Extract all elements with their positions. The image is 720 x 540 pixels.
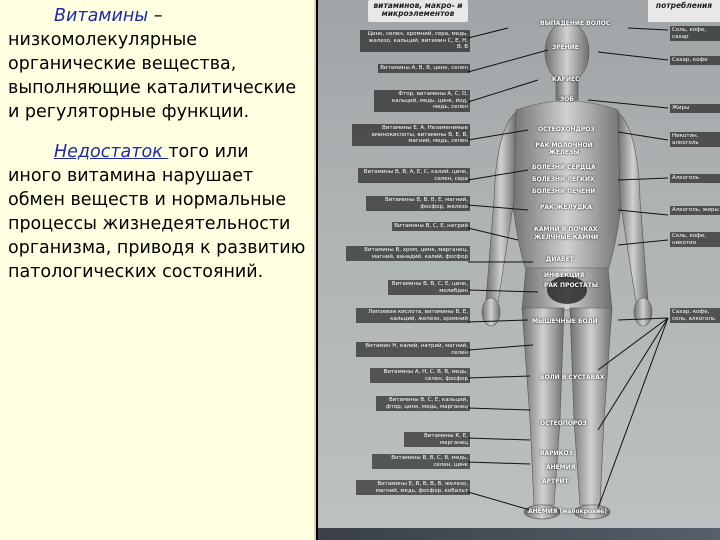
note-anemia: Витамины В, В, С, В, медь, селен, цинк xyxy=(372,454,470,469)
rnote-2: Жиры xyxy=(670,104,720,113)
tag-osteoporosis: ОСТЕОПОРОЗ xyxy=(540,420,587,427)
note-heart: Витамины В, В, А, Е, С, калий, цинк, селен, сера xyxy=(358,168,470,183)
rnote-0: Соль, кофе, сахар xyxy=(670,26,720,41)
note-muscle: Витамин Н, калий, натрий, магний, селен xyxy=(356,342,470,357)
note-caries: Фтор, витамины А, С, D, кальций, медь, цинк, йод, медь, селен xyxy=(374,90,470,112)
note-hair: Цинк, селен, хромний, сера, медь, железо, кальций, витамин С, Е, Н, В, В xyxy=(360,30,470,52)
deficiency-text: того или иного витамина нарушает обмен веществ и нормальные процессы жизнедеятельности организма, приводя к развитию патологических состояний. xyxy=(8,142,306,282)
body-diagram xyxy=(318,0,720,540)
tag-vision: ЗРЕНИЕ xyxy=(552,44,579,51)
note-stomach: Витамины В, С, Е, натрий xyxy=(392,222,470,231)
tag-heart: БОЛЕЗНИ СЕРДЦА xyxy=(532,164,596,171)
text-panel xyxy=(0,0,316,540)
note-prostate: Липоевая кислота, витамины В, Е, кальций, железо, хромний xyxy=(356,308,470,323)
definition-text: – низкомолекулярные органические вещества, выполняющие каталитические и регуляторные функции. xyxy=(8,6,297,122)
tag-joint-pain: БОЛИ В СУСТАВАХ xyxy=(540,374,605,381)
term-vitamins: Витамины xyxy=(54,6,149,26)
figure-header-left: витаминов, макро- и микроэлементов xyxy=(368,0,468,22)
tag-lungs: БОЛЕЗНИ ЛЕГКИХ xyxy=(532,176,595,183)
bottom-band xyxy=(318,528,720,540)
term-deficiency: Недостаток xyxy=(54,142,169,162)
tag-prostate-cancer: РАК ПРОСТАТЫ xyxy=(544,282,599,289)
note-varicose: Витамины К, Е, марганец xyxy=(404,432,470,447)
note-liver: Витамины В, В, В, Е, магний, фосфор, железо xyxy=(366,196,470,211)
paragraph-deficiency xyxy=(8,140,306,284)
note-osteoporosis: Витамины В, С, Е, кальций, фтор, цинк, медь, марганец xyxy=(376,396,470,411)
rnote-bottom: Сахар, кофе, соль, алкоголь xyxy=(670,308,720,323)
note-arthritis: Витамины Е, В, В, В, В, железо, магний, медь, фосфор, кобальт xyxy=(356,480,470,495)
paragraph-definition xyxy=(8,4,306,124)
tag-osteochondrosis: ОСТЕОХОНДРОЗ xyxy=(538,126,595,133)
rnote-3: Никотин, алкоголь xyxy=(670,132,720,147)
tag-gallstones: ЖЕЛЧНЫЕ КАМНИ xyxy=(534,234,599,241)
note-stones: Витамины В, хром, цинк, марганец, магний, ванадий, калий, фосфор xyxy=(346,246,470,261)
figure-header-right: потребления xyxy=(648,0,720,22)
tag-stomach-cancer: РАК ЖЕЛУДКА xyxy=(540,204,592,211)
tag-breast-cancer: РАК МОЛОЧНОЙ ЖЕЛЕЗЫ xyxy=(535,142,593,156)
note-osteochondrosis: Витамины Е, А, Незаменимые аминокислоты, витамины В, Е, В, магний, медь, селен xyxy=(352,124,470,146)
rnote-1: Сахар, кофе xyxy=(670,56,720,65)
tag-anemia: АНЕМИЯ xyxy=(546,464,576,471)
tag-arthritis: АРТРИТ xyxy=(542,478,569,485)
tag-varicose: ВАРИКОЗ xyxy=(540,450,573,457)
rnote-5: Алкоголь, жиры xyxy=(670,206,720,215)
tag-kidney-stones: КАМНИ В ПОЧКАХ xyxy=(534,226,598,233)
note-vision: Витамины А, В, В, цинк, селен xyxy=(378,64,470,73)
tag-goiter: ЗОБ xyxy=(560,96,574,103)
tag-liver: БОЛЕЗНИ ПЕЧЕНИ xyxy=(532,188,596,195)
tag-caries: КАРИЕС xyxy=(552,76,580,83)
tag-diabetes: ДИАБЕТ xyxy=(546,256,574,263)
tag-muscle-pain: МЫШЕЧНЫЕ БОЛИ xyxy=(532,318,598,325)
rnote-6: Соль, кофе, никотин xyxy=(670,232,720,247)
tag-infection: ИНФЕКЦИЯ xyxy=(544,272,585,279)
rnote-4: Алкоголь xyxy=(670,174,720,183)
tag-anemia-full: АНЕМИЯ (малокровие) xyxy=(528,508,607,515)
note-joints: Витамины А, Н, С, В, В, медь, селен, фосфор xyxy=(370,368,470,383)
note-diabetes: Витамины В, В, С, Е, цинк, молибден xyxy=(388,280,470,295)
tag-hair-loss: ВЫПАДЕНИЕ ВОЛОС xyxy=(540,20,611,27)
